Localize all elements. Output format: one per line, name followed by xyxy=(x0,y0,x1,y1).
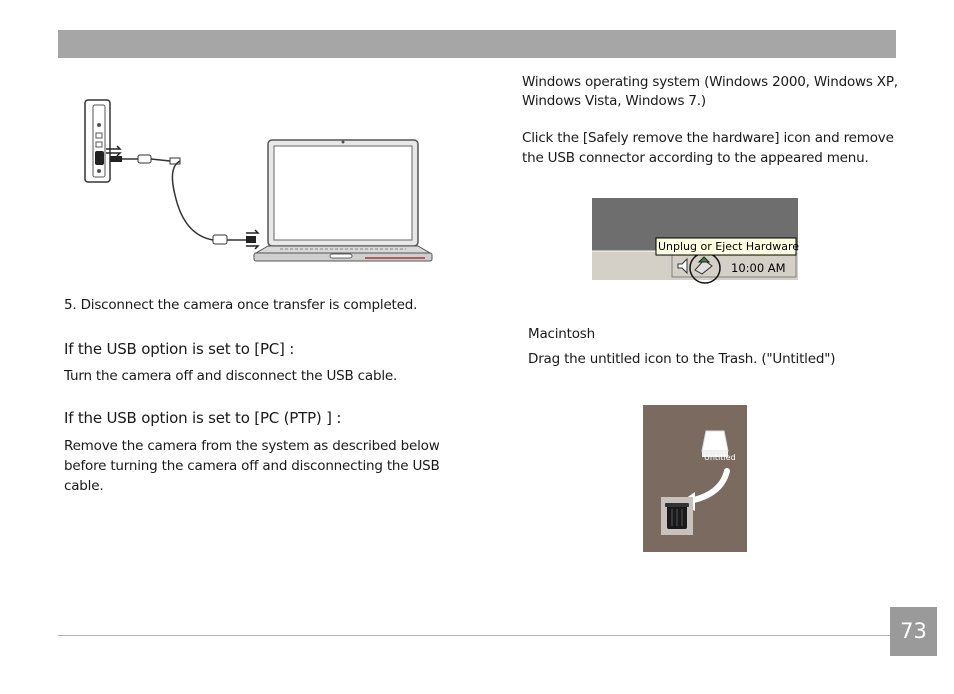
ptp-option-heading: If the USB option is set to [PC (PTP) ] : xyxy=(64,409,342,427)
step-5-text: 5. Disconnect the camera once transfer is completed. xyxy=(64,297,418,313)
mac-heading: Macintosh xyxy=(528,326,595,342)
mac-body: Drag the untitled icon to the Trash. ("Untitled") xyxy=(528,351,836,367)
click-line-1: Click the [Safely remove the hardware] icon and remove xyxy=(522,130,894,146)
pc-option-body: Turn the camera off and disconnect the USB cable. xyxy=(64,368,398,384)
tooltip-text: Unplug or Eject Hardware xyxy=(658,240,800,253)
ptp-body-line-1: Remove the camera from the system as described below xyxy=(64,438,440,454)
untitled-label: Untitled xyxy=(704,453,736,462)
mac-trash-screenshot xyxy=(643,405,747,552)
windows-line-2: Windows Vista, Windows 7.) xyxy=(522,93,706,109)
page-number: 73 xyxy=(890,607,937,656)
windows-line-1: Windows operating system (Windows 2000, Windows XP, xyxy=(522,74,898,90)
ptp-body-line-2: before turning the camera off and disconnecting the USB xyxy=(64,458,440,474)
click-line-2: the USB connector according to the appeared menu. xyxy=(522,150,869,166)
camera-laptop-illustration xyxy=(80,95,435,265)
pc-option-heading: If the USB option is set to [PC] : xyxy=(64,340,295,358)
header-bar xyxy=(58,30,896,58)
clock-text: 10:00 AM xyxy=(731,261,786,275)
ptp-body-line-3: cable. xyxy=(64,478,104,494)
trash-icon xyxy=(661,497,693,535)
footer-line xyxy=(58,635,890,636)
